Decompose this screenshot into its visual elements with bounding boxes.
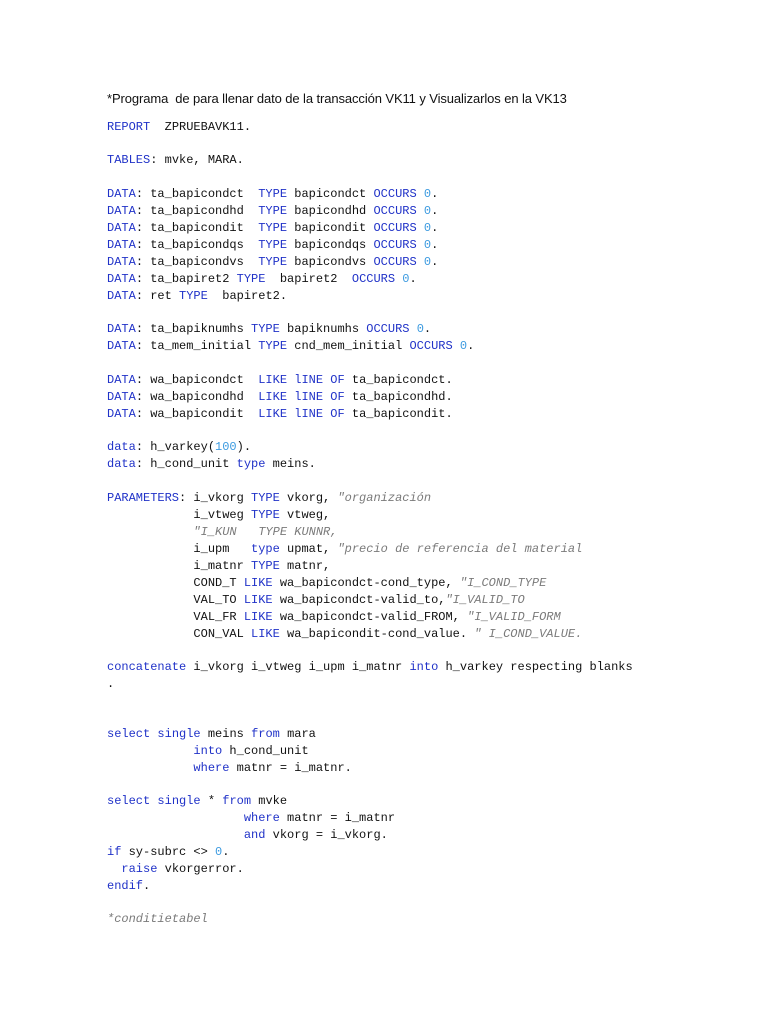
- code-text: h_cond_unit: [222, 744, 309, 758]
- code-keyword: TYPE: [258, 187, 288, 201]
- document-title: *Programa de para llenar dato de la transacción VK11 y Visualizarlos en la VK13: [107, 91, 567, 106]
- code-line: [107, 793, 287, 809]
- code-line: [107, 406, 453, 422]
- code-text: [107, 862, 121, 876]
- code-keyword: OF: [330, 407, 345, 421]
- code-text: .: [107, 677, 115, 691]
- code-text: : h_varkey(: [135, 440, 216, 454]
- code-line: [107, 609, 561, 625]
- code-number: 0: [423, 238, 432, 252]
- code-text: matnr = i_matnr: [279, 811, 396, 825]
- code-text: : mvke, MARA.: [150, 153, 244, 167]
- code-keyword: if: [107, 845, 122, 859]
- code-line: [107, 186, 438, 202]
- code-keyword: OCCURS: [366, 322, 410, 336]
- code-text: : ta_bapiret2: [135, 272, 237, 286]
- code-keyword: data: [107, 440, 136, 454]
- code-keyword: select: [107, 794, 151, 808]
- code-line: [107, 119, 251, 135]
- code-text: i_matnr: [107, 559, 252, 573]
- code-line: [107, 271, 417, 287]
- code-text: ).: [236, 440, 252, 454]
- code-keyword: into: [409, 660, 439, 674]
- code-text: matnr = i_matnr.: [229, 761, 352, 775]
- code-line: [107, 541, 582, 557]
- code-text: mvke: [251, 794, 288, 808]
- code-line: [107, 575, 546, 591]
- code-text: i_upm: [107, 542, 252, 556]
- code-keyword: DATA: [107, 339, 136, 353]
- code-text: i_vkorg i_vtweg i_upm i_matnr: [186, 660, 410, 674]
- code-keyword: LIKE: [258, 373, 288, 387]
- code-line: [107, 626, 582, 642]
- code-keyword: TYPE: [236, 272, 266, 286]
- code-number: 0: [423, 255, 432, 269]
- code-keyword: OCCURS: [373, 187, 417, 201]
- code-number: 0: [459, 339, 468, 353]
- code-text: *: [200, 794, 223, 808]
- code-comment: "I_KUN TYPE KUNNR,: [193, 525, 338, 539]
- code-keyword: and: [243, 828, 266, 842]
- code-keyword: type: [236, 457, 266, 471]
- code-keyword: OCCURS: [373, 238, 417, 252]
- code-text: : ta_bapicondqs: [135, 238, 259, 252]
- code-keyword: where: [193, 761, 230, 775]
- code-text: : ta_bapicondhd: [135, 204, 259, 218]
- code-text: [107, 811, 244, 825]
- code-line: [107, 911, 208, 927]
- code-text: .: [431, 204, 439, 218]
- code-keyword: DATA: [107, 322, 136, 336]
- code-text: sy-subrc <>: [121, 845, 216, 859]
- code-keyword: TYPE: [258, 221, 288, 235]
- code-number: 0: [423, 221, 432, 235]
- code-line: [107, 844, 229, 860]
- code-keyword: DATA: [107, 238, 136, 252]
- code-line: [107, 659, 633, 675]
- code-text: bapiret2.: [207, 289, 288, 303]
- code-line: [107, 372, 453, 388]
- code-line: [107, 439, 251, 455]
- code-keyword: concatenate: [107, 660, 187, 674]
- code-text: : wa_bapicondhd: [135, 390, 259, 404]
- code-text: h_varkey respecting blanks: [438, 660, 633, 674]
- code-text: [417, 238, 424, 252]
- code-line: [107, 743, 309, 759]
- code-keyword: from: [251, 727, 280, 741]
- code-line: [107, 338, 474, 354]
- code-number: 0: [423, 204, 432, 218]
- code-keyword: DATA: [107, 187, 136, 201]
- code-number: 0: [416, 322, 424, 336]
- code-text: ZPRUEBAVK11.: [150, 120, 252, 134]
- code-text: CON_VAL: [107, 627, 252, 641]
- code-text: bapiknumhs: [279, 322, 367, 336]
- code-line: [107, 203, 438, 219]
- code-keyword: DATA: [107, 390, 136, 404]
- code-keyword: LIKE: [243, 593, 273, 607]
- code-text: : ta_bapiknumhs: [135, 322, 252, 336]
- code-keyword: endif: [107, 879, 144, 893]
- code-comment: " I_COND_VALUE.: [474, 627, 583, 641]
- code-keyword: LIKE: [243, 576, 273, 590]
- code-text: wa_bapicondct-cond_type,: [272, 576, 460, 590]
- code-text: vtweg,: [279, 508, 331, 522]
- code-text: [107, 761, 193, 775]
- code-text: .: [143, 879, 151, 893]
- code-keyword: DATA: [107, 255, 136, 269]
- code-keyword: single: [157, 727, 201, 741]
- code-keyword: TYPE: [251, 508, 280, 522]
- code-text: wa_bapicondit-cond_value.: [279, 627, 475, 641]
- code-line: [107, 220, 438, 236]
- code-comment: "I_COND_TYPE: [459, 576, 547, 590]
- code-comment: "I_VALID_TO: [445, 593, 525, 607]
- code-text: vkorg = i_vkorg.: [265, 828, 388, 842]
- code-keyword: OF: [330, 373, 345, 387]
- code-text: : ta_bapicondit: [135, 221, 259, 235]
- code-number: 0: [423, 187, 432, 201]
- code-text: vkorgerror.: [157, 862, 244, 876]
- code-text: [107, 525, 193, 539]
- code-line: [107, 558, 330, 574]
- code-text: ta_bapicondit.: [344, 407, 453, 421]
- code-keyword: where: [243, 811, 280, 825]
- code-keyword: TYPE: [258, 255, 288, 269]
- code-text: .: [431, 238, 439, 252]
- code-keyword: TYPE: [179, 289, 208, 303]
- code-line: [107, 456, 316, 472]
- code-line: [107, 676, 114, 692]
- code-keyword: LIKE: [251, 627, 280, 641]
- code-keyword: from: [222, 794, 252, 808]
- code-keyword: data: [107, 457, 136, 471]
- code-keyword: OF: [330, 390, 345, 404]
- code-text: meins.: [265, 457, 316, 471]
- code-keyword: DATA: [107, 221, 136, 235]
- code-keyword: TYPE: [251, 322, 280, 336]
- code-text: VAL_TO: [107, 593, 244, 607]
- code-line: [107, 524, 337, 540]
- code-line: [107, 726, 316, 742]
- code-text: VAL_FR: [107, 610, 244, 624]
- code-comment: *conditietabel: [107, 912, 208, 926]
- code-text: : wa_bapicondct: [135, 373, 259, 387]
- code-text: bapicondvs: [287, 255, 374, 269]
- code-line: [107, 288, 287, 304]
- code-keyword: REPORT: [107, 120, 151, 134]
- code-keyword: LIKE: [243, 610, 273, 624]
- code-line: [107, 389, 453, 405]
- code-keyword: TYPE: [251, 559, 280, 573]
- code-text: bapicondct: [287, 187, 374, 201]
- code-keyword: OCCURS: [373, 204, 417, 218]
- code-line: [107, 592, 525, 608]
- code-keyword: OCCURS: [409, 339, 453, 353]
- code-text: bapicondit: [287, 221, 374, 235]
- code-text: meins: [200, 727, 252, 741]
- code-keyword: DATA: [107, 373, 136, 387]
- code-text: : h_cond_unit: [135, 457, 237, 471]
- code-comment: "organización: [337, 491, 432, 505]
- code-keyword: raise: [121, 862, 158, 876]
- code-text: : ta_bapicondvs: [135, 255, 259, 269]
- code-number: 0: [215, 845, 223, 859]
- code-text: : i_vkorg: [179, 491, 252, 505]
- code-line: [107, 237, 438, 253]
- code-line: [107, 490, 431, 506]
- code-text: mara: [279, 727, 316, 741]
- code-keyword: LIKE: [258, 390, 288, 404]
- code-line: [107, 878, 150, 894]
- code-text: bapicondhd: [287, 204, 374, 218]
- code-text: COND_T: [107, 576, 244, 590]
- code-text: [417, 221, 424, 235]
- code-text: .: [431, 187, 439, 201]
- code-line: [107, 861, 244, 877]
- code-text: .: [409, 272, 417, 286]
- code-text: .: [431, 255, 439, 269]
- code-comment: "precio de referencia del material: [337, 542, 583, 556]
- code-text: i_vtweg: [107, 508, 252, 522]
- code-keyword: type: [251, 542, 280, 556]
- code-keyword: into: [193, 744, 223, 758]
- code-keyword: DATA: [107, 407, 136, 421]
- code-text: [107, 744, 193, 758]
- code-text: : wa_bapicondit: [135, 407, 259, 421]
- code-text: .: [423, 322, 432, 336]
- code-keyword: DATA: [107, 289, 136, 303]
- code-line: [107, 507, 330, 523]
- code-text: [417, 204, 424, 218]
- code-text: [417, 187, 424, 201]
- code-keyword: OCCURS: [373, 221, 417, 235]
- code-text: ta_bapicondhd.: [344, 390, 453, 404]
- code-keyword: DATA: [107, 272, 136, 286]
- code-text: : ta_mem_initial: [135, 339, 259, 353]
- code-text: .: [222, 845, 230, 859]
- code-text: cnd_mem_initial: [287, 339, 410, 353]
- code-line: [107, 152, 244, 168]
- code-keyword: TYPE: [251, 491, 280, 505]
- code-comment: "I_VALID_FORM: [467, 610, 561, 624]
- code-text: bapiret2: [265, 272, 352, 286]
- code-text: ta_bapicondct.: [344, 373, 453, 387]
- code-line: [107, 321, 431, 337]
- code-text: [409, 322, 416, 336]
- code-number: 0: [402, 272, 410, 286]
- code-text: [107, 828, 244, 842]
- code-line: [107, 827, 388, 843]
- code-text: : ta_bapicondct: [135, 187, 259, 201]
- code-text: bapicondqs: [287, 238, 374, 252]
- code-keyword: TYPE: [258, 238, 288, 252]
- code-text: .: [431, 221, 439, 235]
- code-keyword: TYPE: [258, 204, 288, 218]
- code-line: [107, 810, 395, 826]
- code-keyword: DATA: [107, 204, 136, 218]
- code-text: [453, 339, 460, 353]
- code-keyword: LIKE: [258, 407, 288, 421]
- code-keyword: OCCURS: [351, 272, 396, 286]
- code-keyword: select: [107, 727, 151, 741]
- code-line: [107, 254, 438, 270]
- code-keyword: OCCURS: [373, 255, 417, 269]
- code-text: vkorg,: [279, 491, 338, 505]
- code-line: [107, 760, 352, 776]
- code-text: wa_bapicondct-valid_to,: [272, 593, 446, 607]
- code-keyword: TABLES: [107, 153, 151, 167]
- code-text: : ret: [135, 289, 180, 303]
- code-keyword: lINE: [294, 407, 324, 421]
- code-text: wa_bapicondct-valid_FROM,: [272, 610, 468, 624]
- code-keyword: PARAMETERS: [107, 491, 180, 505]
- code-text: [417, 255, 424, 269]
- code-keyword: lINE: [294, 373, 324, 387]
- code-text: .: [467, 339, 475, 353]
- code-keyword: single: [157, 794, 201, 808]
- code-text: upmat,: [279, 542, 338, 556]
- code-keyword: TYPE: [258, 339, 288, 353]
- code-keyword: lINE: [294, 390, 324, 404]
- code-number: 100: [215, 440, 237, 454]
- code-text: matnr,: [279, 559, 331, 573]
